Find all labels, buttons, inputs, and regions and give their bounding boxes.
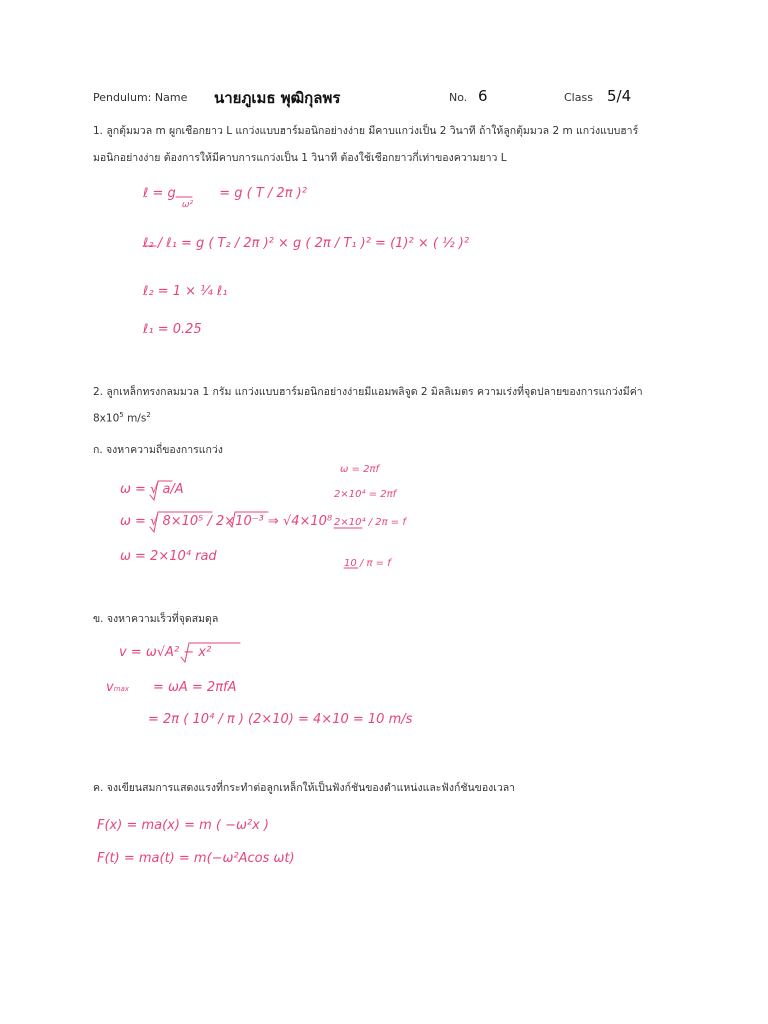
q2-accel-unit-exp: 2	[146, 411, 151, 419]
class-label: Class	[564, 91, 593, 104]
hw-q2b-line-1: v = ω√A² − x²	[119, 645, 212, 660]
question-2c: ค. จงเขียนสมการแสดงแรงที่กระทำต่อลูกเหล็กให้เป็นฟังก์ชันของตำแหน่งและฟังก์ชันของเวลา	[93, 782, 516, 794]
hw-q2b-vmax-sub: max	[113, 685, 129, 693]
hw-q2a-right-2: 2×10⁴ = 2πf	[334, 489, 397, 500]
hw-q2c-line-1: F(x) = ma(x) = m ( −ω²x )	[97, 818, 269, 833]
question-2-line-1: 2. ลูกเหล็กทรงกลมมวล 1 กรัม แกว่งแบบฮาร์มอนิกอย่างง่ายมีแอมพลิจูด 2 มิลลิเมตร ความเร่งที่จุดปลายของการแกว่งมีค่า	[93, 386, 643, 398]
sqrt-sign	[150, 512, 212, 532]
hw-q2a-right-3: 2×10⁴ / 2π = f	[334, 517, 406, 528]
hw-q1-line-1-lhs: ℓ = g	[143, 186, 176, 201]
number-label: No.	[449, 91, 468, 104]
question-1-line-2: มอนิกอย่างง่าย ต้องการให้มีคาบการแกว่งเป็น 1 วินาที ต้องใช้เชือกยาวกี่เท่าของความยาว L	[93, 152, 507, 164]
hw-q1-line-1-den: ω²	[181, 200, 194, 210]
hw-q2b-vmax: v	[106, 680, 114, 695]
hw-q2a-line-2: ω = √ 8×10⁵ / 2×10⁻³ ⇒ √4×10⁸	[120, 514, 333, 529]
hw-q2a-line-1: ω = √ a/A	[120, 482, 184, 497]
question-1-line-1: 1. ลูกตุ้มมวล m ผูกเชือกยาว L แกว่งแบบฮาร์มอนิกอย่างง่าย มีคาบแกว่งเป็น 2 วินาที ถ้าให้ลูกตุ้มมวล 2 m แกว่งแบบฮาร์	[93, 125, 639, 137]
question-2b: ข. จงหาความเร็วที่จุดสมดุล	[93, 613, 219, 625]
q2-accel-base: 8x10	[93, 412, 120, 425]
sqrt-sign	[229, 512, 268, 527]
question-2a: ก. จงหาความถี่ของการแกว่ง	[93, 444, 223, 456]
hw-q2c-line-2: F(t) = ma(t) = m(−ω²Acos ωt)	[97, 851, 295, 866]
hw-q1-line-2: ℓ₂ / ℓ₁ = g ( T₂ / 2π )² × g ( 2π / T₁ )² = (1)² × ( ½ )²	[143, 236, 470, 251]
hw-q1-line-1-rhs: = g ( T / 2π )²	[219, 186, 307, 201]
hw-q1-line-3: ℓ₂ = 1 × ¼ ℓ₁	[143, 284, 228, 299]
sqrt-sign	[150, 481, 172, 500]
hw-q2a-right-4: 10 / π = f	[344, 558, 391, 569]
q2-accel-exp: 5	[119, 411, 124, 419]
hw-q2b-line-3: = 2π ( 10⁴ / π ) (2×10) = 4×10 = 10 m/s	[148, 712, 413, 727]
student-name: นายภูเมธ พุฒิกุลพร	[214, 89, 341, 107]
pendulum-name-label: Pendulum: Name	[93, 91, 188, 104]
number-value: 6	[478, 87, 488, 105]
hw-q1-line-4: ℓ₁ = 0.25	[143, 322, 202, 337]
sqrt-sign	[181, 643, 240, 662]
q2-accel-unit: m/s	[123, 412, 147, 425]
hw-q2a-line-3: ω = 2×10⁴ rad	[120, 549, 217, 564]
class-value: 5/4	[607, 87, 632, 105]
hw-q2b-vmax-rhs: = ωA = 2πfA	[152, 680, 237, 695]
hw-q2a-right-1: ω = 2πf	[340, 464, 380, 475]
